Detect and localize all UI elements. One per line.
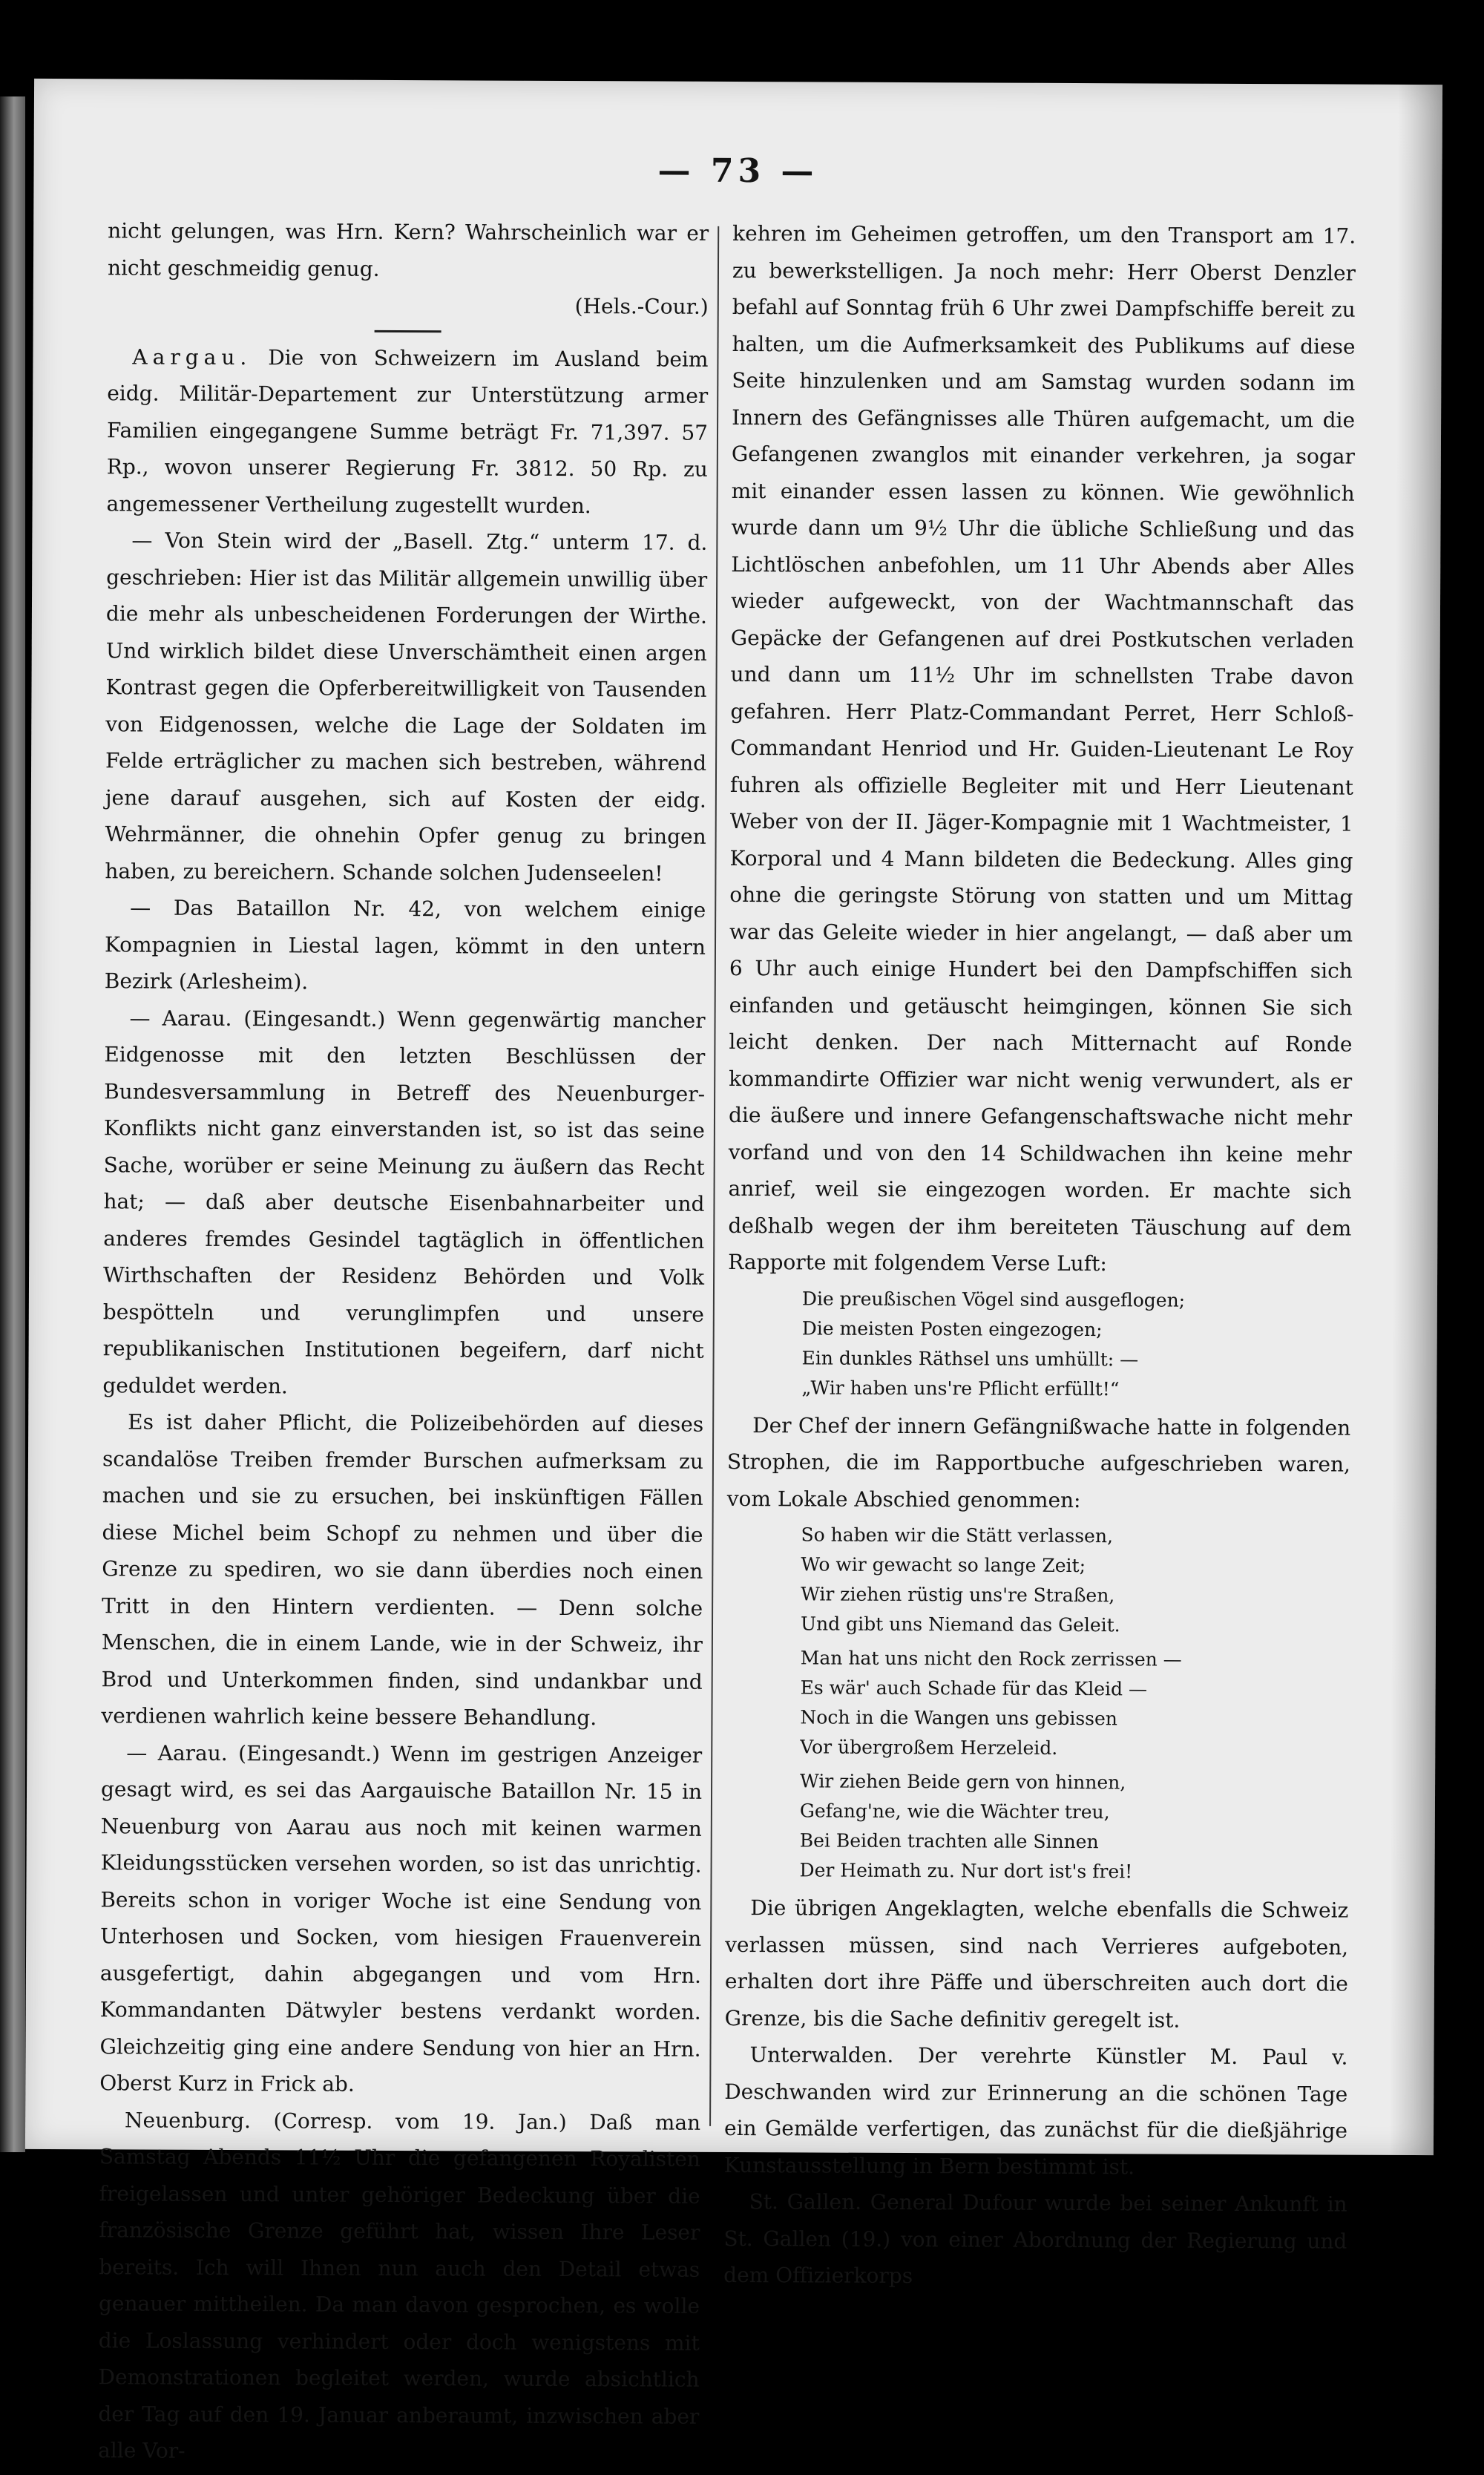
- verse-line: Die preußischen Vögel sind ausgeflogen;: [801, 1287, 1186, 1311]
- verse-line: Die meisten Posten eingezogen;: [801, 1317, 1103, 1340]
- verse-line: Bei Beiden trachten alle Sinnen: [799, 1829, 1099, 1853]
- right-column: [723, 215, 1356, 2296]
- verse-line: Ein dunkles Räthsel uns umhüllt: —: [801, 1346, 1139, 1370]
- verse-line: Vor übergroßem Herzeleid.: [800, 1736, 1058, 1759]
- verse-stanza: [725, 1766, 1349, 1888]
- verse-line: Gefang'ne, wie die Wächter treu,: [799, 1800, 1110, 1823]
- left-column: [98, 212, 709, 2471]
- verse-line: Noch in die Wangen uns gebissen: [800, 1706, 1117, 1730]
- verse-line: Es wär' auch Schade für das Kleid —: [800, 1676, 1148, 1700]
- book-spine-edge: [0, 96, 25, 2152]
- verse-line: „Wir haben uns're Pflicht erfüllt!“: [801, 1376, 1120, 1400]
- verse-line: So haben wir die Stätt verlassen,: [801, 1524, 1114, 1547]
- column-divider: [709, 226, 719, 2126]
- article-paragraph: Der Chef der innern Gefängnißwache hatte in folgenden Strophen, die im Rapportbuche aufgeschrieben waren, vom Lokale Abschied genommen:: [726, 1412, 1351, 1512]
- verse-stanza: [726, 1643, 1350, 1765]
- verse-line: Der Heimath zu. Nur dort ist's frei!: [799, 1859, 1133, 1883]
- verse-line: Man hat uns nicht den Rock zerrissen —: [800, 1647, 1182, 1671]
- verse-line: Und gibt uns Niemand das Geleit.: [800, 1613, 1120, 1636]
- verse-line: Wir ziehen rüstig uns're Straßen,: [801, 1583, 1115, 1607]
- article-paragraph: kehren im Geheimen getroffen, um den Transport am 17. zu bewerkstelligen. Ja noch mehr: Herr Oberst Denzler befahl auf Sonntag früh 6 Uhr zwei Dampfschiffe bereit zu halten, um die Aufmerksamkeit des Publikums auf diese Seite hinzulenken und am Samstag wurden sodann im Innern des Gefängnisses alle Thüren aufgemacht, um die Gefangenen zwanglos mit einander verkehren, ja sogar mit einander essen lassen zu können. Wie gewöhnlich wurde dann um 9½ Uhr die übliche Schließung und das Lichtlöschen anbefohlen, um 11 Uhr Abends aber Alles wieder aufgeweckt, von der Wachtmannschaft das Gepäcke der Gefangenen auf drei Postkutschen verladen und dann um 11½ Uhr im schnellsten Trabe davon gefahren. Herr Platz-Commandant Perret, Herr Schloß-Commandant Henriod und Hr. Guiden-Lieutenant Le Roy fuhren als offizielle Begleiter mit und Herr Lieutenant Weber von der II. Jäger-Kompagnie mit 1 Wachtmeister, 1 Korporal und 4 Mann bildeten die Bedeckung. Alles ging ohne die geringste Störung von statten und um Mittag war das Geleite wieder in hier angelangt, — daß aber um 6 Uhr auch einige Hundert bei den Dampfschiffen sich einfanden und getäuscht heimgingen, können Sie sich leicht denken. Der nach Mitternacht auf Ronde kommandirte Offizier war nicht wenig verwundert, als er die äußere und innere Gefangenschaftswache nicht mehr vorfand und von den 14 Schildwachen ihn keine mehr anrief, weil sie eingezogen worden. Er machte sich deßhalb wegen der ihm bereiteten Täuschung auf dem Rapporte mit folgendem Verse Luft:: [728, 220, 1356, 1276]
- page-shadow-edge: [1389, 85, 1442, 2155]
- article-paragraph: St. Gallen. General Dufour wurde bei seiner Ankunft in St. Gallen (19.) von einer Abordnung der Regierung und dem Offizierkorps: [723, 2189, 1347, 2289]
- verse-line: Wir ziehen Beide gern von hinnen,: [800, 1770, 1126, 1794]
- article-separator: [375, 330, 441, 332]
- article-paragraph: nicht gelungen, was Hrn. Kern? Wahrscheinlich war er nicht geschmeidig genug.: [107, 218, 709, 281]
- article-paragraph: — Aarau. (Eingesandt.) Wenn gegenwärtig mancher Eidgenosse mit den letzten Beschlüssen der Bundesversammlung in Betreff des Neuenburger-Konflikts nicht ganz einverstanden ist, so ist das seine Sache, worüber er seine Meinung zu äußern das Recht hat; — daß aber deutsche Eisenbahnarbeiter und anderes fremdes Gesindel tagtäglich in öffentlichen Wirthschaften der Residenz Behörden und Volk bespötteln und verunglimpfen und unsere republikanischen Institutionen begeifern, darf nicht geduldet werden.: [102, 1005, 706, 1398]
- article-paragraph: Neuenburg. (Corresp. vom 19. Jan.) Daß man Samstag Abends 11½ Uhr die gefangenen Royalisten freigelassen und unter gehöriger Bedeckung über die französische Grenze geführt hat, wissen Ihre Leser bereits. Ich will Ihnen nun auch den Detail etwas genauer mittheilen. Da man davon gesprochen, es wolle die Loslassung verhindert oder doch wenigstens mit Demonstrationen begleitet werden, wurde absichtlich der Tag auf den 19. Januar anberaumt, inzwischen aber alle Vor-: [98, 2107, 701, 2463]
- article-paragraph: — Aarau. (Eingesandt.) Wenn im gestrigen Anzeiger gesagt wird, es sei das Aargauische Bataillon Nr. 15 in Neuenburg von Aarau aus noch mit keinen warmen Kleidungsstücken versehen worden, so ist das unrichtig. Bereits schon in voriger Woche ist eine Sendung von Unterhosen und Socken, vom hiesigen Frauenverein ausgefertigt, dahin abgegangen und vom Hrn. Kommandanten Dätwyler bestens verdankt worden. Gleichzeitig ging eine andere Sendung von hier an Hrn. Oberst Kurz in Frick ab.: [99, 1740, 703, 2097]
- article-paragraph: Die übrigen Angeklagten, welche ebenfalls die Schweiz verlassen müssen, sind nach Verrieres aufgeboten, erhalten dort ihre Päffe und überschreiten auch dort die Grenze, bis die Sache definitiv geregelt ist.: [724, 1895, 1349, 2033]
- source-citation: (Hels.-Cour.): [574, 294, 709, 319]
- article-place-heading: Aargau.: [132, 344, 252, 370]
- verse-line: Wo wir gewacht so lange Zeit;: [801, 1553, 1086, 1577]
- newspaper-page: [25, 79, 1442, 2463]
- page-number: — 73 —: [657, 151, 818, 191]
- article-paragraph: — Von Stein wird der „Basell. Ztg.“ unterm 17. d. geschrieben: Hier ist das Militär allgemein unwillig über die mehr als unbescheidenen Forderungen der Wirthe. Und wirklich bildet diese Unverschämtheit einen argen Kontrast gegen die Opferbereitwilligkeit von Tausenden von Eidgenossen, welche die Lage der Soldaten im Felde erträglicher zu machen sich bestreben, während jene darauf ausgehen, sich auf Kosten der eidg. Wehrmänner, die ohnehin Opfer genug zu bringen haben, zu bereichern. Schande solchen Judenseelen!: [105, 528, 708, 886]
- verse-stanza: [726, 1520, 1350, 1642]
- article-paragraph: Unterwalden. Der verehrte Künstler M. Paul v. Deschwanden wird zur Erinnerung an die schönen Tage ein Gemälde verfertigen, das zunächst für die dießjährige Kunstausstellung in Bern bestimmt ist.: [723, 2042, 1348, 2179]
- article-text: Die von Schweizern im Ausland beim eidg. Militär-Departement zur Unterstützung armer Familien eingegangene Summe beträgt Fr. 71,397. 57 Rp., wovon unserer Regierung Fr. 3812. 50 Rp. zu angemessener Vertheilung zugestellt wurden.: [106, 344, 709, 518]
- verse-stanza: [727, 1283, 1351, 1405]
- article-paragraph: — Das Bataillon Nr. 42, von welchem einige Kompagnien in Liestal lagen, kömmt in den untern Bezirk (Arlesheim).: [104, 895, 706, 994]
- article-paragraph: [106, 338, 708, 525]
- article-paragraph: Es ist daher Pflicht, die Polizeibehörden auf dieses scandalöse Treiben fremder Burschen aufmerksam zu machen und sie zu ersuchen, bei inskünftigen Fällen diese Michel beim Schopf zu nehmen und über die Grenze zu spediren, wo sie dann überdies noch einen Tritt in den Hintern verdienten. — Denn solche Menschen, die in einem Lande, wie in der Schweiz, ihr Brod und Unterkommen finden, sind undankbar und verdienen wahrlich keine bessere Behandlung.: [101, 1409, 704, 1731]
